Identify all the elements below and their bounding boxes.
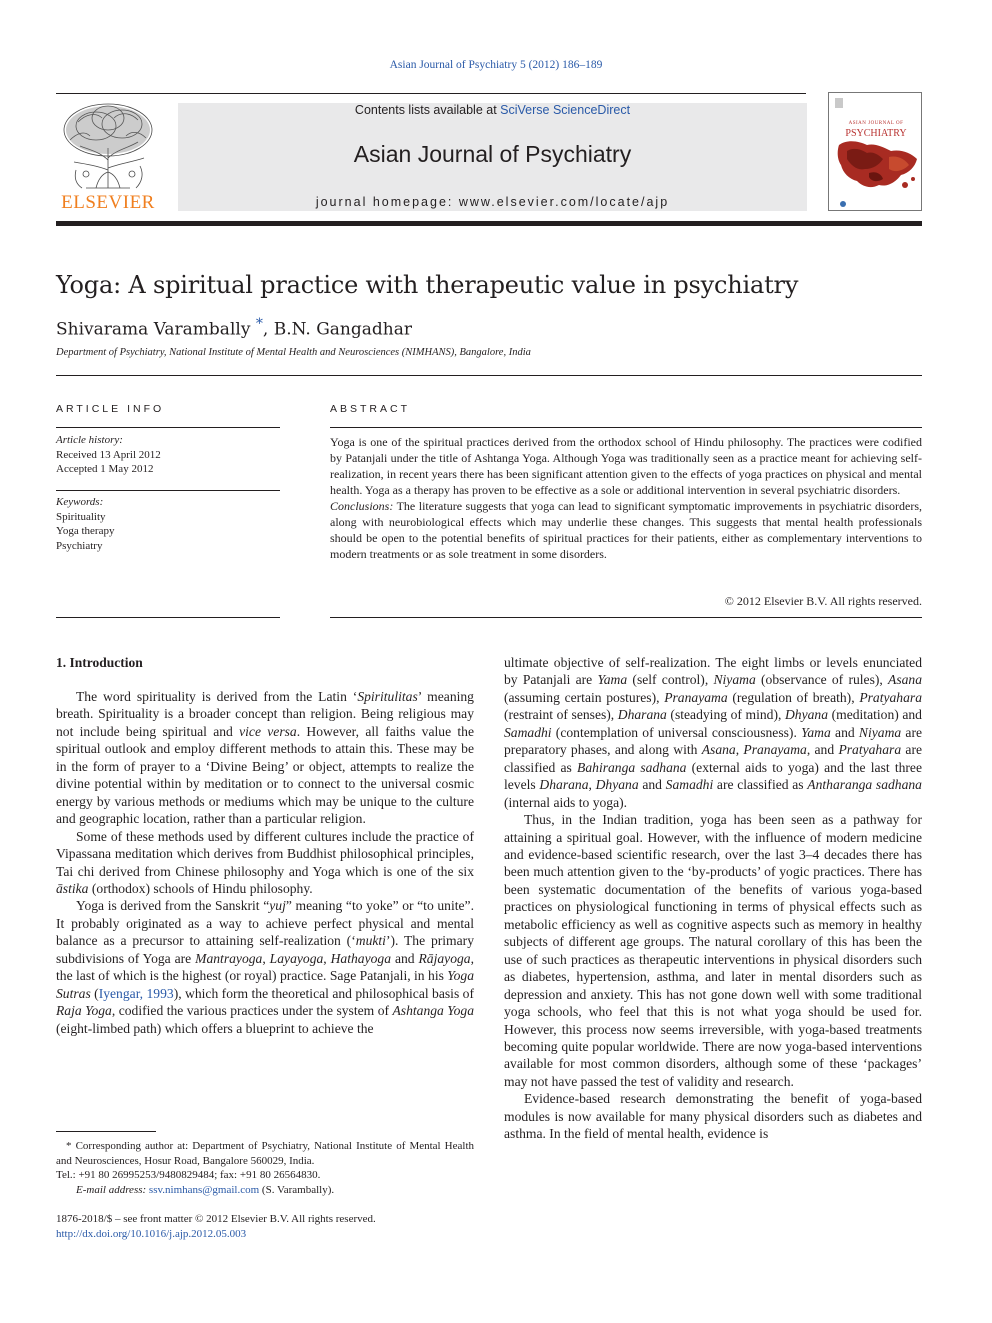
conclusions-label: Conclusions: [330,499,394,513]
body-left-column [56,688,474,1037]
elsevier-tree-icon [56,100,160,192]
history-label: Article history: [56,434,123,446]
elsevier-logo[interactable] [56,100,160,214]
front-matter [56,1212,496,1242]
body-paragraph: ultimate objective of self-realization. The eight limbs or levels enunciated by Patanjali are Yama (self control), Niyama (observance of rules), Asana (assuming certain postures), Pranayama (regulation of breath), Pratyahara (restraint of senses), Dharana (steadying of mind), Dhyana (meditation) and Samadhi (contemplation of universal consciousness). Yama and Niyama are preparatory phases, and along with Asana, Pranayama, and Pratyahara are classified as Bahiranga sadhana (external aids to yoga) and the last three levels Dharana, Dhyana and Samadhi are classified as Antharanga sadhana (internal aids to yoga). [504,655,923,810]
received-date: Received 13 April 2012 [56,448,161,461]
abstract-paragraph: Yoga is one of the spiritual practices derived from the orthodox school of Hindu philosophy. The practices were codified by Patanjali under the title of Ashtanga Yoga. Although Yoga was traditionally seen as a practice meant for achieving self-realization, in recent years there has been significant attention given to the effects of yoga practices on physical and mental health. Yoga as a therapy has proven to be effective as a sole or additional intervention in several psychiatric disorders. [330,435,922,497]
abstract-heading: ABSTRACT [330,403,411,415]
author-separator: , [262,319,274,340]
keywords-rule [56,490,280,491]
doi-link[interactable]: http://dx.doi.org/10.1016/j.ajp.2012.05.003 [56,1228,247,1240]
cover-map-icon [829,93,922,211]
body-paragraph: Yoga is derived from the Sanskrit “yuj” meaning “to yoke” or “to unite”. It probably originated as a way to achieve perfect physical and mental balance as a precursor to attaining self-realization (‘mukti’). The primary subdivisions of Yoga are Mantrayoga, Layayoga, Hathayoga and Rājayoga, the last of which is the highest (or royal) practice. Sage Patanjali, in his Yoga Sutras (Iyengar, 1993), which form the theoretical and philosophical basis of Raja Yoga, codified the various practices under the system of Ashtanga Yoga (eight-limbed path) which offers a blueprint to achieve the [56,898,474,1036]
conclusions-text: The literature suggests that yoga can lead to significant symptomatic improvements in psychiatric disorders, along with neurobiological effects which may underlie these changes. This suggests that mental health professionals should be open to the potential benefits of spiritual practices for their patients, either as complementary interventions to modern treatments or as sole treatment in some disorders. [330,499,922,561]
cover-title-main: PSYCHIATRY [845,128,907,139]
article-title: Yoga: A spiritual practice with therapeutic value in psychiatry [56,271,799,299]
body-paragraph: The word spirituality is derived from the Latin ‘Spiritulitas’ meaning breath. Spirituality is a broader concept than religion. Being religious may not include being spiritual and vice versa. However, all faiths value the spiritual outlook and employ different methods to attain this. These may be in the form of prayer to a ‘Divine Being’ or object, attempts to realize the divine potential within by meditation or to connect to the universal cosmic energy by various methods or mediums which may be unique to the culture and geographic location, rather than a particular religion. [56,689,474,827]
issn-line: 1876-2018/$ – see front matter © 2012 Elsevier B.V. All rights reserved. [56,1213,376,1225]
keyword-item: Yoga therapy [56,525,115,537]
keywords-label: Keywords: [56,496,104,508]
footnote-corresponding: * Corresponding author at: Department of Psychiatry, National Institute of Mental Health and Neurosciences, Hosur Road, Bangalore 560029, India. [56,1140,474,1167]
body-right-column [504,654,922,1143]
body-paragraph: Evidence-based research demonstrating the benefit of yoga-based modules is now available for many physical disorders such as diabetes and asthma. In the field of mental health, evidence is [504,1091,922,1142]
abstract-bottom-rule [330,617,922,618]
contents-line [178,103,807,117]
abstract-rule [330,427,922,428]
journal-citation[interactable]: Asian Journal of Psychiatry 5 (2012) 186–189 [389,59,603,71]
abstract-conclusions [330,498,922,562]
header-thick-rule [56,221,922,226]
footnote-tel: Tel.: +91 80 26995253/9480829484; fax: +91 80 26564830. [56,1169,321,1181]
journal-title: Asian Journal of Psychiatry [353,141,632,167]
accepted-date: Accepted 1 May 2012 [56,463,154,475]
keywords-block [56,495,280,553]
section-heading-introduction: 1. Introduction [56,655,143,670]
abstract-copyright: © 2012 Elsevier B.V. All rights reserved. [724,594,922,608]
journal-banner [178,103,807,211]
citation-link-iyengar[interactable]: Iyengar, 1993 [98,985,174,1001]
journal-homepage[interactable]: journal homepage: www.elsevier.com/locate/ajp [315,195,670,209]
journal-cover-thumbnail[interactable] [828,92,922,211]
article-info-bottom-rule [56,617,280,618]
author-2: B.N. Gangadhar [273,319,412,340]
footnote [56,1139,474,1197]
author-list [56,316,412,340]
email-link[interactable]: ssv.nimhans@gmail.com [148,1183,260,1196]
keyword-item: Psychiatry [56,539,103,552]
footnote-rule [56,1131,156,1132]
header-rule [56,93,806,94]
body-paragraph: Thus, in the Indian tradition, yoga has been seen as a pathway for attaining a spiritual goal. However, with the influence of modern medicine and evidence-based scientific research, over the last 3–4 decades there has been much attention given to the ‘by-products’ of yogic practices. There has been systematic documentation of the benefits of various yoga-based practices on physiological functioning in terms of physical effects such as metabolic efficiency as well as cognitive aspects such as memory in healthy subjects of different age groups. The natural corollary of this has been the use of such practices as therapeutic interventions in physical disorders such as diabetes, hypertension, asthma, and later in mental disorders such as depression and anxiety. This has not gone down well with some traditional yoga schools, who feel that this is not what yoga should be used for. However, this process now seems irreversible, with yoga-based treatments becoming quite popular worldwide. There are now yoga-based interventions available for most common disorders, although some of these ‘packages’ may not have passed the test of validity and research. [504,812,922,1089]
elsevier-wordmark: ELSEVIER [61,192,155,213]
cover-title-small: ASIAN JOURNAL OF [848,121,904,126]
footnote-email: E-mail address: ssv.nimhans@gmail.com (S. Varambally). [76,1183,335,1196]
author-affiliation: Department of Psychiatry, National Institute of Mental Health and Neurosciences (NIMHANS), Bangalore, India [56,347,531,358]
abstract-body [330,434,922,562]
article-history [56,433,280,477]
author-1: Shivarama Varambally [56,319,251,340]
body-paragraph: Some of these methods used by different cultures include the practice of Vipassana meditation which derives from Buddhist philosophical principles, Tai chi derived from Chinese philosophy and Yoga which is one of the six āstika (orthodox) schools of Hindu philosophy. [56,828,474,896]
title-rule [56,375,922,376]
article-info-rule [56,427,280,428]
cover-title [829,119,922,139]
contents-prefix: Contents lists available at [354,103,501,117]
article-info-heading: ARTICLE INFO [56,403,165,415]
sciencedirect-link[interactable]: SciVerse ScienceDirect [500,103,631,117]
corresponding-author-mark[interactable]: * [255,316,263,332]
keyword-item: Spirituality [56,510,106,523]
